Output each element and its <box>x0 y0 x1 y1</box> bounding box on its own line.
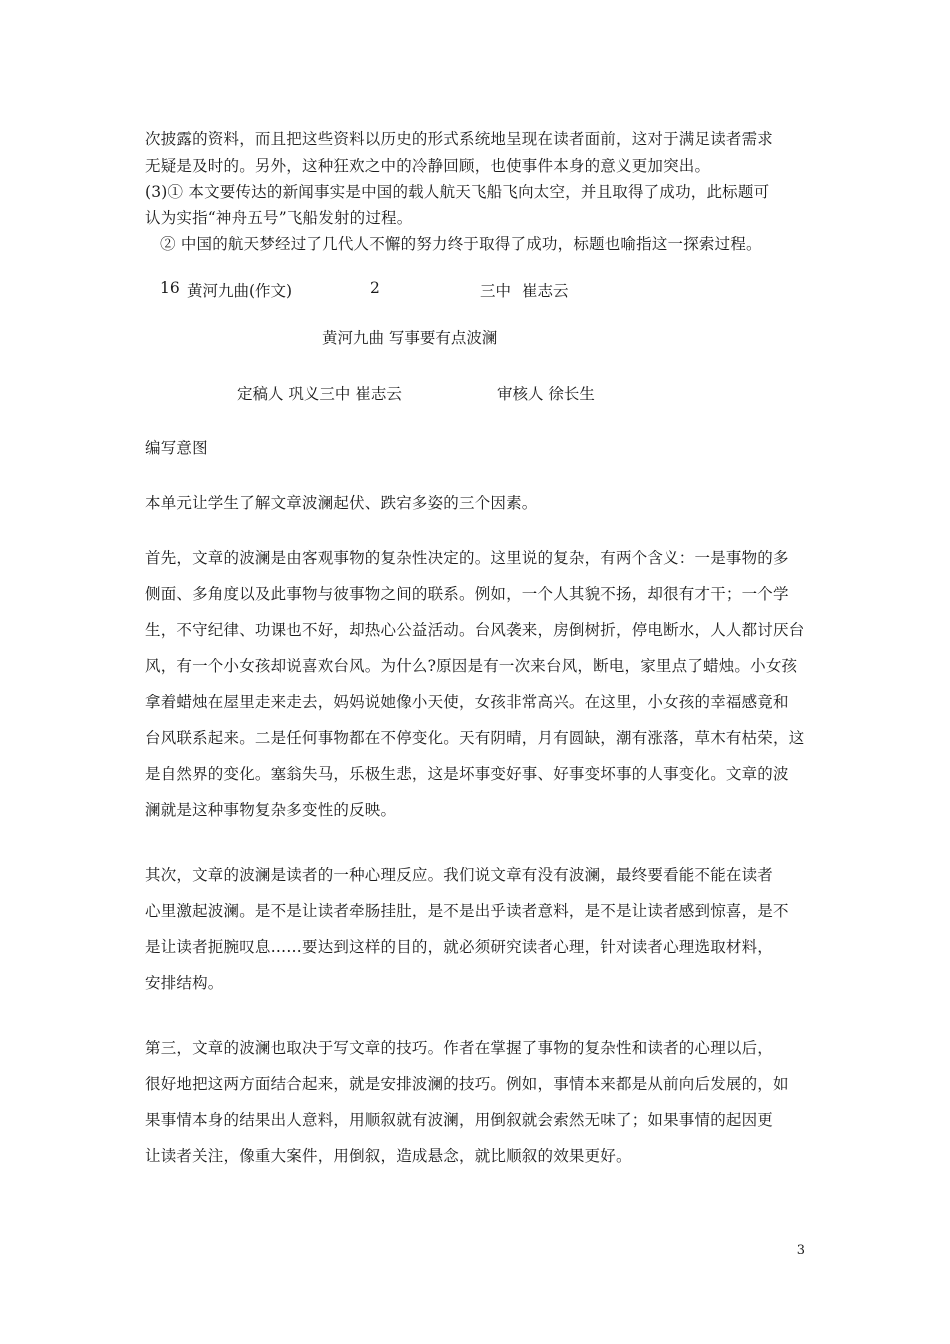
reviewer-credit: 审核人 徐长生 <box>497 385 595 403</box>
section-heading: 编写意图 <box>145 439 208 457</box>
text-line: ② 中国的航天梦经过了几代人不懈的努力终于取得了成功，标题也喻指这一探索过程。 <box>160 235 762 253</box>
lesson-school: 三中 <box>480 282 512 300</box>
lesson-periods: 2 <box>370 279 380 297</box>
page-number: 3 <box>796 1243 805 1258</box>
text-line: (3)① 本文要传达的新闻事实是中国的载人航天飞船飞向太空，并且取得了成功，此标题可 <box>145 183 770 201</box>
intro-paragraph: 本单元让学生了解文章波澜起伏、跌宕多姿的三个因素。 <box>145 494 538 512</box>
paragraph-1-line: 侧面、多角度以及此事物与彼事物之间的联系。例如，一个人其貌不扬，却很有才干；一个学 <box>145 585 789 603</box>
paragraph-2-line: 安排结构。 <box>145 974 224 992</box>
text-line: 无疑是及时的。另外，这种狂欢之中的冷静回顾，也使事件本身的意义更加突出。 <box>145 157 711 175</box>
paragraph-2-line: 是让读者扼腕叹息……要达到这样的目的，就必须研究读者心理，针对读者心理选取材料， <box>145 938 774 956</box>
lesson-teacher: 崔志云 <box>522 282 569 300</box>
paragraph-3-line: 很好地把这两方面结合起来，就是安排波澜的技巧。例如，事情本来都是从前向后发展的，如 <box>145 1075 789 1093</box>
paragraph-1-line: 拿着蜡烛在屋里走来走去，妈妈说她像小天使，女孩非常高兴。在这里，小女孩的幸福感竟和 <box>145 693 789 711</box>
paragraph-3-line: 第三，文章的波澜也取决于写文章的技巧。作者在掌握了事物的复杂性和读者的心理以后， <box>145 1039 774 1057</box>
lesson-name: 黄河九曲(作文) <box>187 282 293 300</box>
paragraph-2-line: 心里激起波澜。是不是让读者牵肠挂肚，是不是出乎读者意料，是不是让读者感到惊喜，是不 <box>145 902 789 920</box>
paragraph-1-line: 风，有一个小女孩却说喜欢台风。为什么?原因是有一次来台风，断电，家里点了蜡烛。小女孩 <box>145 657 798 675</box>
finalizer-credit: 定稿人 巩义三中 崔志云 <box>237 385 402 403</box>
lesson-number: 16 <box>160 279 180 297</box>
paragraph-1-line: 台风联系起来。二是任何事物都在不停变化。天有阴晴，月有圆缺，潮有涨落，草木有枯荣，这 <box>145 729 805 747</box>
text-line: 次披露的资料，而且把这些资料以历史的形式系统地呈现在读者面前，这对于满足读者需求 <box>145 130 774 148</box>
paragraph-1-line: 生，不守纪律、功课也不好，却热心公益活动。台风袭来，房倒树折，停电断水，人人都讨厌台 <box>145 621 805 639</box>
page-title: 黄河九曲 写事要有点波澜 <box>322 329 498 347</box>
paragraph-3-line: 果事情本身的结果出人意料，用顺叙就有波澜，用倒叙就会索然无味了；如果事情的起因更 <box>145 1111 774 1129</box>
paragraph-3-line: 让读者关注，像重大案件，用倒叙，造成悬念，就比顺叙的效果更好。 <box>145 1147 632 1165</box>
paragraph-1-line: 澜就是这种事物复杂多变性的反映。 <box>145 801 397 819</box>
paragraph-1-line: 首先，文章的波澜是由客观事物的复杂性决定的。这里说的复杂，有两个含义：一是事物的多 <box>145 549 789 567</box>
text-line: 认为实指“神舟五号”飞船发射的过程。 <box>145 209 413 227</box>
paragraph-2-line: 其次，文章的波澜是读者的一种心理反应。我们说文章有没有波澜，最终要看能不能在读者 <box>145 866 774 884</box>
paragraph-1-line: 是自然界的变化。塞翁失马，乐极生悲，这是坏事变好事、好事变坏事的人事变化。文章的波 <box>145 765 789 783</box>
